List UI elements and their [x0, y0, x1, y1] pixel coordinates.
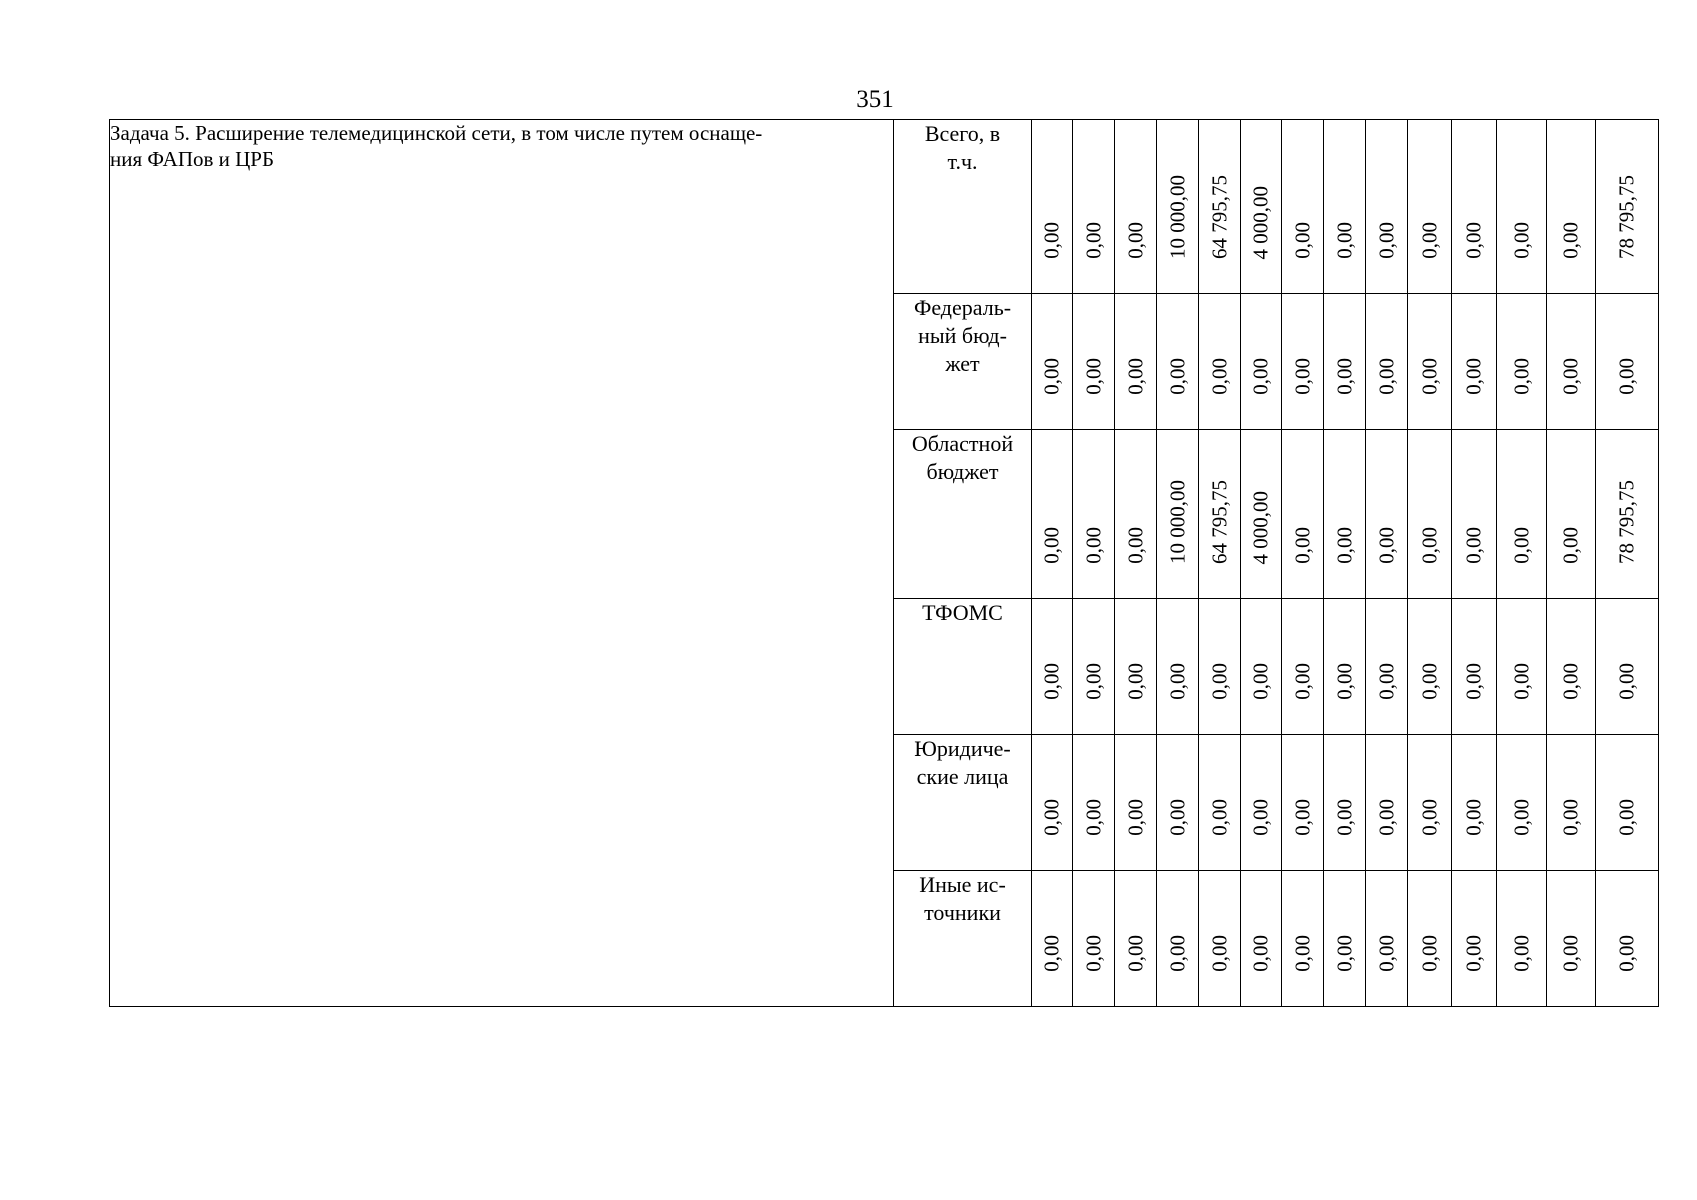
value-text: 0,00	[1558, 527, 1583, 564]
table-row	[110, 120, 1659, 294]
value-cell	[1366, 599, 1408, 735]
value-cell	[1032, 871, 1073, 1007]
value-cell	[1596, 735, 1659, 871]
value-text: 0,00	[1461, 527, 1486, 564]
value-cell	[1157, 430, 1199, 599]
value-cell	[1199, 430, 1241, 599]
value-cell	[1366, 294, 1408, 430]
value-cell	[1596, 599, 1659, 735]
value-text: 0,00	[1374, 663, 1398, 700]
value-text: 0,00	[1290, 222, 1314, 259]
value-cell	[1241, 599, 1282, 735]
value-text: 0,00	[1614, 799, 1639, 836]
value-cell	[1366, 735, 1408, 871]
value-text: 0,00	[1165, 663, 1189, 700]
value-cell	[1115, 120, 1157, 294]
funding-source-label: ный бюд-	[918, 323, 1007, 348]
value-text: 0,00	[1290, 935, 1314, 972]
value-text: 78 795,75	[1614, 175, 1639, 259]
value-text: 0,00	[1332, 663, 1356, 700]
value-text: 0,00	[1461, 358, 1486, 395]
funding-source-label: Иные ис-	[919, 872, 1006, 897]
value-cell	[1032, 294, 1073, 430]
value-text: 0,00	[1614, 935, 1639, 972]
value-cell	[1157, 871, 1199, 1007]
value-text: 0,00	[1558, 358, 1583, 395]
value-cell	[1157, 120, 1199, 294]
value-cell	[1596, 871, 1659, 1007]
value-text: 0,00	[1332, 935, 1356, 972]
value-text: 0,00	[1081, 935, 1105, 972]
value-text: 0,00	[1081, 527, 1105, 564]
value-cell	[1199, 120, 1241, 294]
value-text: 10 000,00	[1165, 175, 1189, 259]
task-description-line: Задача 5. Расширение телемедицинской сети, в том числе путем оснаще-	[110, 121, 763, 145]
task-description-cell	[110, 120, 894, 1007]
value-cell	[1073, 430, 1115, 599]
value-text: 0,00	[1123, 222, 1147, 259]
value-text: 0,00	[1248, 663, 1273, 700]
value-cell	[1157, 735, 1199, 871]
value-text: 78 795,75	[1614, 480, 1639, 564]
value-cell	[1324, 294, 1366, 430]
value-text: 0,00	[1123, 935, 1147, 972]
funding-source-label: точники	[924, 900, 1001, 925]
value-text: 0,00	[1039, 222, 1064, 259]
value-text: 0,00	[1290, 358, 1314, 395]
value-text: 0,00	[1614, 358, 1639, 395]
value-text: 0,00	[1123, 799, 1147, 836]
value-cell	[1547, 120, 1596, 294]
value-cell	[1408, 294, 1452, 430]
value-text: 0,00	[1614, 663, 1639, 700]
funding-source-cell	[894, 294, 1032, 430]
value-cell	[1497, 430, 1547, 599]
funding-source-label: Всего, в	[924, 121, 1001, 146]
value-cell	[1452, 430, 1497, 599]
value-cell	[1241, 294, 1282, 430]
value-text: 0,00	[1039, 527, 1064, 564]
value-text: 0,00	[1374, 358, 1398, 395]
value-cell	[1366, 430, 1408, 599]
value-cell	[1547, 294, 1596, 430]
value-text: 0,00	[1509, 935, 1533, 972]
value-cell	[1497, 735, 1547, 871]
value-text: 4 000,00	[1248, 490, 1273, 564]
value-text: 0,00	[1417, 799, 1441, 836]
value-cell	[1452, 735, 1497, 871]
value-cell	[1241, 871, 1282, 1007]
value-cell	[1115, 599, 1157, 735]
value-text: 0,00	[1374, 799, 1398, 836]
value-text: 64 795,75	[1207, 480, 1231, 564]
value-cell	[1497, 871, 1547, 1007]
value-text: 0,00	[1165, 799, 1189, 836]
value-text: 0,00	[1558, 663, 1583, 700]
value-cell	[1408, 120, 1452, 294]
funding-source-cell	[894, 871, 1032, 1007]
funding-source-label: ские лица	[916, 764, 1009, 789]
value-cell	[1324, 430, 1366, 599]
value-cell	[1324, 735, 1366, 871]
value-cell	[1199, 294, 1241, 430]
value-cell	[1073, 871, 1115, 1007]
value-cell	[1199, 735, 1241, 871]
value-text: 0,00	[1558, 222, 1583, 259]
value-cell	[1324, 871, 1366, 1007]
value-cell	[1366, 871, 1408, 1007]
value-cell	[1032, 599, 1073, 735]
value-text: 10 000,00	[1165, 480, 1189, 564]
value-text: 0,00	[1039, 358, 1064, 395]
value-text: 0,00	[1123, 527, 1147, 564]
value-text: 0,00	[1123, 663, 1147, 700]
value-text: 0,00	[1558, 935, 1583, 972]
funding-source-cell	[894, 430, 1032, 599]
value-cell	[1241, 120, 1282, 294]
value-cell	[1452, 120, 1497, 294]
value-cell	[1199, 871, 1241, 1007]
value-text: 0,00	[1374, 222, 1398, 259]
value-cell	[1547, 735, 1596, 871]
value-text: 0,00	[1461, 799, 1486, 836]
value-cell	[1596, 120, 1659, 294]
value-cell	[1199, 599, 1241, 735]
value-text: 0,00	[1039, 799, 1064, 836]
value-cell	[1032, 430, 1073, 599]
value-text: 0,00	[1207, 663, 1231, 700]
value-cell	[1073, 294, 1115, 430]
funding-source-label: Областной	[911, 431, 1014, 456]
value-text: 0,00	[1081, 358, 1105, 395]
value-cell	[1032, 120, 1073, 294]
value-cell	[1115, 430, 1157, 599]
value-text: 0,00	[1332, 358, 1356, 395]
value-text: 64 795,75	[1207, 175, 1231, 259]
value-text: 0,00	[1417, 663, 1441, 700]
value-cell	[1408, 599, 1452, 735]
funding-source-label: Юридиче-	[914, 736, 1011, 761]
value-text: 0,00	[1509, 799, 1533, 836]
value-text: 0,00	[1417, 222, 1441, 259]
value-text: 0,00	[1417, 527, 1441, 564]
value-cell	[1073, 599, 1115, 735]
value-cell	[1241, 735, 1282, 871]
value-text: 0,00	[1248, 358, 1273, 395]
value-cell	[1547, 599, 1596, 735]
funding-source-label: ТФОМС	[922, 600, 1003, 625]
value-cell	[1282, 120, 1324, 294]
value-cell	[1366, 120, 1408, 294]
value-cell	[1073, 735, 1115, 871]
value-cell	[1282, 735, 1324, 871]
value-cell	[1241, 430, 1282, 599]
value-text: 0,00	[1123, 358, 1147, 395]
value-text: 0,00	[1207, 935, 1231, 972]
value-text: 0,00	[1081, 222, 1105, 259]
value-text: 0,00	[1461, 935, 1486, 972]
value-text: 0,00	[1290, 527, 1314, 564]
value-cell	[1497, 599, 1547, 735]
value-text: 0,00	[1461, 663, 1486, 700]
value-cell	[1408, 871, 1452, 1007]
value-cell	[1157, 294, 1199, 430]
value-cell	[1547, 871, 1596, 1007]
value-cell	[1408, 735, 1452, 871]
value-text: 0,00	[1374, 935, 1398, 972]
value-text: 0,00	[1332, 799, 1356, 836]
value-cell	[1547, 430, 1596, 599]
value-text: 0,00	[1290, 663, 1314, 700]
funding-source-label: Федераль-	[913, 295, 1012, 320]
value-cell	[1282, 599, 1324, 735]
value-cell	[1497, 294, 1547, 430]
value-text: 0,00	[1509, 527, 1533, 564]
value-text: 0,00	[1374, 527, 1398, 564]
value-text: 0,00	[1081, 799, 1105, 836]
value-cell	[1115, 294, 1157, 430]
value-text: 4 000,00	[1248, 185, 1273, 259]
value-cell	[1596, 294, 1659, 430]
value-cell	[1282, 430, 1324, 599]
value-cell	[1115, 871, 1157, 1007]
value-cell	[1596, 430, 1659, 599]
value-text: 0,00	[1207, 358, 1231, 395]
funding-source-cell	[894, 599, 1032, 735]
value-text: 0,00	[1509, 222, 1533, 259]
task-description-line: ния ФАПов и ЦРБ	[110, 147, 275, 171]
value-cell	[1408, 430, 1452, 599]
value-cell	[1324, 599, 1366, 735]
value-cell	[1452, 294, 1497, 430]
value-text: 0,00	[1417, 358, 1441, 395]
value-text: 0,00	[1207, 799, 1231, 836]
value-text: 0,00	[1039, 935, 1064, 972]
value-text: 0,00	[1332, 527, 1356, 564]
value-cell	[1115, 735, 1157, 871]
budget-table	[109, 119, 1659, 1007]
value-text: 0,00	[1165, 358, 1189, 395]
value-cell	[1073, 120, 1115, 294]
value-text: 0,00	[1417, 935, 1441, 972]
value-text: 0,00	[1290, 799, 1314, 836]
funding-source-label: бюджет	[926, 459, 999, 484]
funding-source-label: т.ч.	[947, 149, 978, 174]
value-text: 0,00	[1081, 663, 1105, 700]
funding-source-cell	[894, 120, 1032, 294]
value-cell	[1497, 120, 1547, 294]
value-cell	[1032, 735, 1073, 871]
value-text: 0,00	[1165, 935, 1189, 972]
value-cell	[1282, 294, 1324, 430]
value-cell	[1452, 871, 1497, 1007]
value-text: 0,00	[1248, 799, 1273, 836]
value-text: 0,00	[1332, 222, 1356, 259]
value-cell	[1324, 120, 1366, 294]
value-cell	[1452, 599, 1497, 735]
value-cell	[1157, 599, 1199, 735]
value-text: 0,00	[1248, 935, 1273, 972]
value-text: 0,00	[1509, 663, 1533, 700]
value-text: 0,00	[1039, 663, 1064, 700]
value-text: 0,00	[1558, 799, 1583, 836]
page-number: 351	[856, 86, 894, 113]
funding-source-cell	[894, 735, 1032, 871]
value-text: 0,00	[1461, 222, 1486, 259]
funding-source-label: жет	[945, 351, 980, 376]
value-cell	[1282, 871, 1324, 1007]
value-text: 0,00	[1509, 358, 1533, 395]
